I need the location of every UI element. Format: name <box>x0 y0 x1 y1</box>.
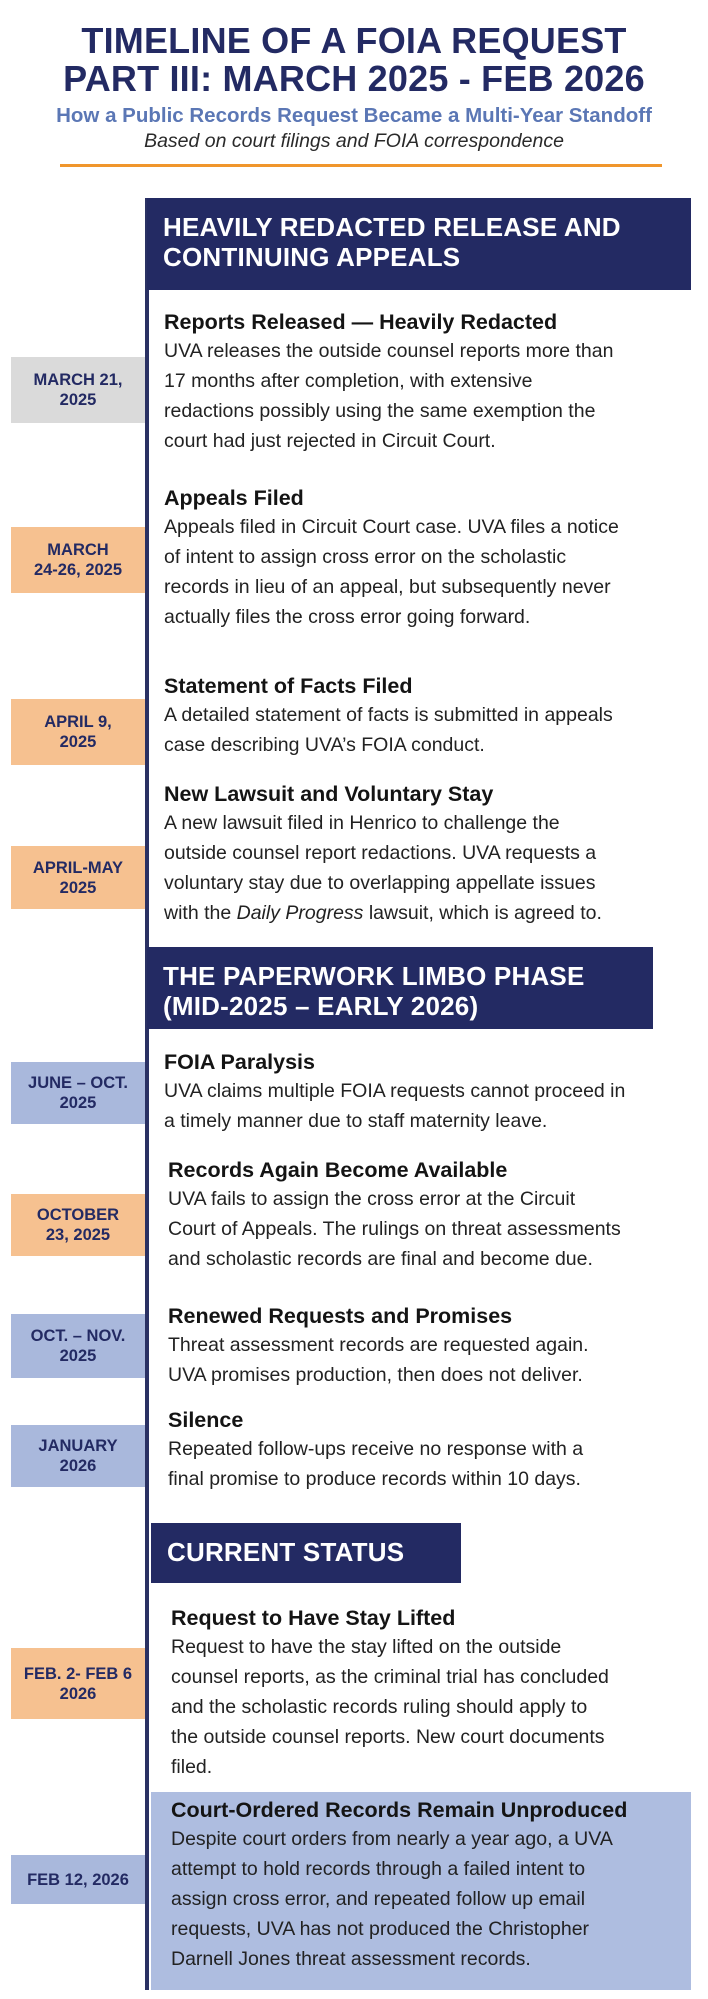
date-tag-oct-nov: OCT. – NOV. 2025 <box>11 1314 145 1378</box>
event-title: Records Again Become Available <box>168 1158 508 1182</box>
event-title: Statement of Facts Filed <box>164 674 413 698</box>
date-tag-june-oct: JUNE – OCT. 2025 <box>11 1062 145 1124</box>
date-tag-april-9: APRIL 9, 2025 <box>11 699 145 765</box>
section-header-line: CURRENT STATUS <box>167 1537 405 1567</box>
section-header-line: CONTINUING APPEALS <box>163 242 461 272</box>
date-tag-march-24-26: MARCH 24-26, 2025 <box>11 527 145 593</box>
section-header-line: HEAVILY REDACTED RELEASE AND <box>163 212 621 242</box>
date-tag-january: JANUARY 2026 <box>11 1425 145 1487</box>
section-header-current-status <box>151 1523 461 1583</box>
section-header-line: (MID-2025 – EARLY 2026) <box>163 991 479 1021</box>
event-renewed-requests <box>168 1302 698 1390</box>
event-new-lawsuit <box>164 780 694 928</box>
event-title: Court-Ordered Records Remain Unproduced <box>171 1798 628 1822</box>
event-title: FOIA Paralysis <box>164 1050 315 1074</box>
event-foia-paralysis <box>164 1048 704 1136</box>
event-stay-lifted-request <box>171 1604 696 1782</box>
event-title: New Lawsuit and Voluntary Stay <box>164 782 494 806</box>
event-title: Reports Released — Heavily Redacted <box>164 310 558 334</box>
event-body: A detailed statement of facts is submitted in appeals case describing UVA’s FOIA conduct. <box>164 704 613 756</box>
event-title: Appeals Filed <box>164 486 304 510</box>
newspaper-name: Daily Progress <box>236 902 364 924</box>
header-divider <box>60 164 662 167</box>
event-body: Threat assessment records are requested again. UVA promises production, then does not deliver. <box>168 1334 589 1386</box>
page-title-line-1: TIMELINE OF A FOIA REQUEST <box>81 20 627 61</box>
timeline-line <box>145 198 149 1990</box>
date-tag-march-21: MARCH 21, 2025 <box>11 357 145 423</box>
section-header-paperwork-limbo <box>147 947 653 1029</box>
source-byline: Based on court filings and FOIA correspondence <box>144 130 564 152</box>
section-header-line: THE PAPERWORK LIMBO PHASE <box>163 961 585 991</box>
section-header-redacted-release <box>147 198 691 290</box>
event-body: Repeated follow-ups receive no response with a final promise to produce records within 10 days. <box>168 1438 584 1490</box>
date-tag-feb-2-6: FEB. 2- FEB 6 2026 <box>11 1648 145 1719</box>
page-subtitle: How a Public Records Request Became a Multi-Year Standoff <box>56 104 652 127</box>
event-body: A new lawsuit filed in Henrico to challenge the outside counsel report redactions. UVA requests a voluntary stay due to overlapping appellate issues with the Daily Progress lawsuit, which is agreed to. <box>164 812 602 924</box>
page-title-line-2: PART III: MARCH 2025 - FEB 2026 <box>63 58 645 99</box>
event-title: Request to Have Stay Lifted <box>171 1606 456 1630</box>
event-body: UVA claims multiple FOIA requests cannot proceed in a timely manner due to staff maternity leave. <box>164 1080 626 1132</box>
event-title: Silence <box>168 1408 244 1432</box>
event-silence <box>168 1406 698 1494</box>
date-tag-feb-12: FEB 12, 2026 <box>11 1855 145 1904</box>
event-statement-of-facts <box>164 672 694 760</box>
event-records-available <box>168 1156 698 1274</box>
date-tag-april-may: APRIL-MAY 2025 <box>11 846 145 909</box>
event-appeals-filed <box>164 484 694 632</box>
event-title: Renewed Requests and Promises <box>168 1304 513 1328</box>
event-body: Appeals filed in Circuit Court case. UVA files a notice of intent to assign cross error on the scholastic records in lieu of an appeal, but subsequently never actually files the cross error going forward. <box>164 516 619 628</box>
event-reports-released <box>164 308 694 456</box>
event-body: UVA releases the outside counsel reports more than 17 months after completion, with extensive redactions possibly using the same exemption the court had just rejected in Circuit Court. <box>164 340 614 452</box>
event-body: UVA fails to assign the cross error at the Circuit Court of Appeals. The rulings on threat assessments and scholastic records are final and become due. <box>168 1188 621 1270</box>
event-body: Despite court orders from nearly a year ago, a UVA attempt to hold records through a failed intent to assign cross error, and repeated follow up email requests, UVA has not produced the Christopher Darnell Jones threat assessment records. <box>171 1828 613 1970</box>
event-body: Request to have the stay lifted on the outside counsel reports, as the criminal trial has concluded and the scholastic records ruling should apply to the outside counsel reports. New court documents filed. <box>171 1636 609 1778</box>
event-records-unproduced <box>171 1796 691 1974</box>
date-tag-october-23: OCTOBER 23, 2025 <box>11 1194 145 1256</box>
